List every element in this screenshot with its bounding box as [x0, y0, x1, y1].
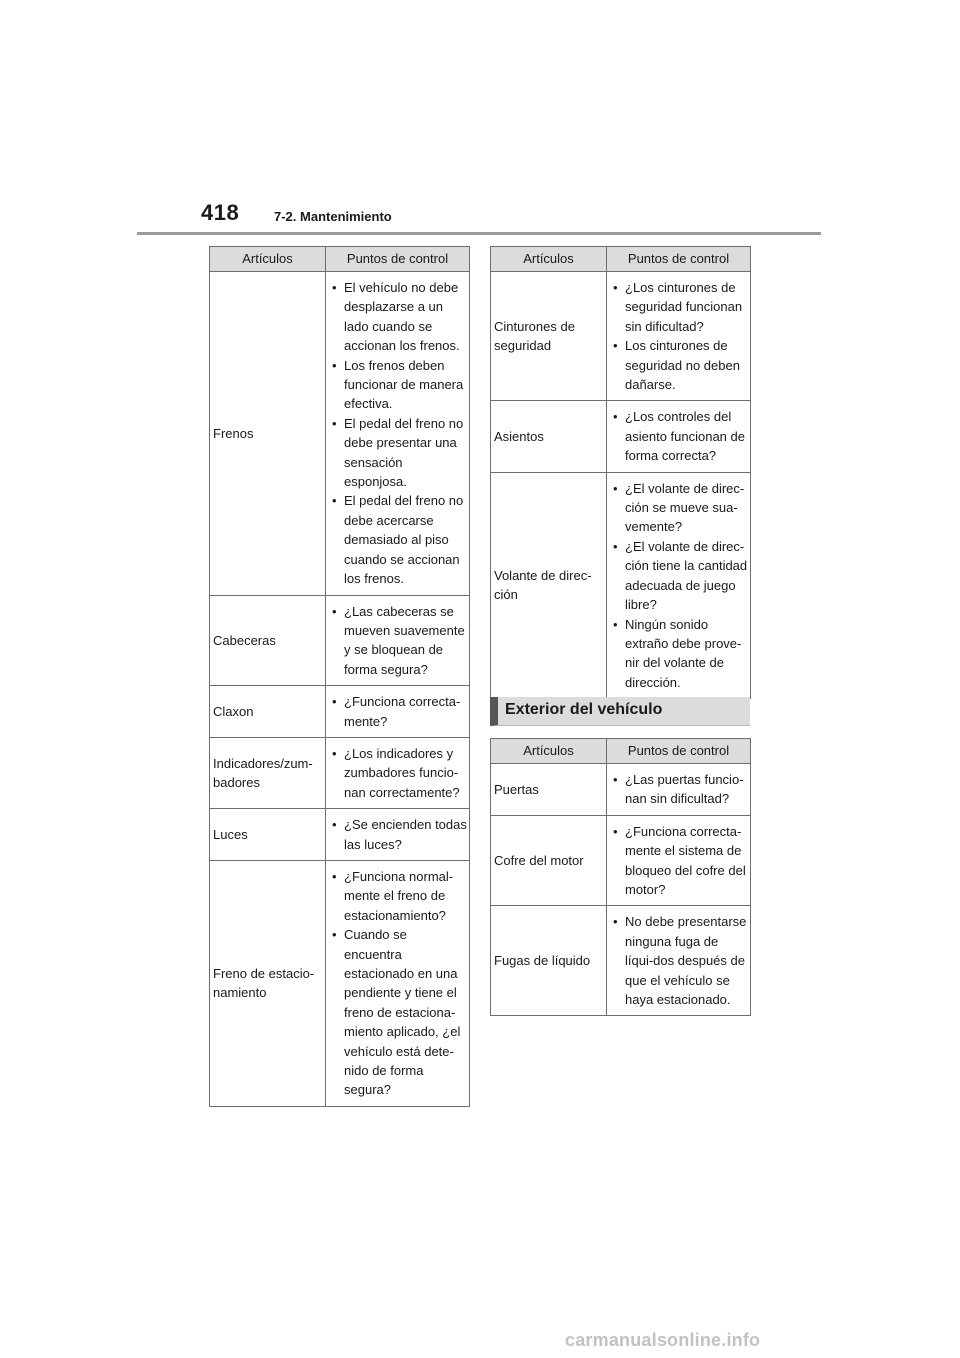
watermark: carmanualsonline.info — [565, 1330, 761, 1350]
checks-cell — [326, 737, 470, 808]
table-row-frenos — [210, 272, 470, 596]
check-item: • Cuando se encuentra estacionado en una pendiente y tiene el freno de estaciona-miento aplicado, ¿el vehículo está dete-nido de forma segura? — [330, 925, 467, 1100]
checks-cell — [607, 272, 751, 401]
checks-list — [611, 278, 748, 394]
page-number: 418 — [201, 200, 240, 225]
check-item: • ¿El volante de direc-ción tiene la cantidad adecuada de juego libre? — [611, 537, 748, 615]
table-row-cabeceras — [210, 595, 470, 686]
checks-cell — [326, 686, 470, 738]
table-row-cofre — [491, 815, 751, 906]
exterior-heading-text: Exterior del vehículo — [505, 701, 663, 718]
checks-cell — [607, 815, 751, 906]
check-item: • El pedal del freno no debe acercarse demasiado al piso cuando se accionan los frenos. — [330, 491, 467, 588]
check-item: • No debe presentarse ninguna fuga de líqui-dos después de que el vehículo se haya estacionado. — [611, 912, 748, 1009]
item-cell: Frenos — [210, 272, 326, 596]
checks-list — [611, 770, 748, 809]
item-cell: Luces — [210, 809, 326, 861]
checks-cell — [607, 401, 751, 472]
item-cell: Fugas de líquido — [491, 906, 607, 1016]
check-item: • ¿El volante de direc-ción se mueve sua-vemente? — [611, 479, 748, 537]
check-item: • Los frenos deben funcionar de manera efectiva. — [330, 356, 467, 414]
exterior-heading — [490, 697, 750, 726]
checks-list — [330, 815, 467, 854]
col-header-checks: Puntos de control — [326, 247, 470, 272]
item-cell: Cabeceras — [210, 595, 326, 686]
checks-list — [330, 744, 467, 802]
col-header-items: Artículos — [491, 739, 607, 764]
check-item: • El vehículo no debe desplazarse a un lado cuando se accionan los frenos. — [330, 278, 467, 356]
table-header-row — [491, 739, 751, 764]
check-item: • ¿Los indicadores y zumbadores funcio-nan correctamente? — [330, 744, 467, 802]
checks-list — [611, 407, 748, 465]
checks-cell — [607, 764, 751, 816]
item-cell: Claxon — [210, 686, 326, 738]
item-cell: Freno de estacio-namiento — [210, 860, 326, 1106]
checks-cell — [326, 860, 470, 1106]
check-item: • ¿Funciona correcta-mente? — [330, 692, 467, 731]
table-row-claxon — [210, 686, 470, 738]
table-row-fugas — [491, 906, 751, 1016]
check-item: • El pedal del freno no debe presentar una sensación esponjosa. — [330, 414, 467, 492]
table-row-freno-estacionamiento — [210, 860, 470, 1106]
check-item: • Ningún sonido extraño debe prove-nir del volante de dirección. — [611, 615, 748, 693]
header-rule — [137, 232, 821, 235]
table-row-luces — [210, 809, 470, 861]
table-row-volante — [491, 472, 751, 698]
table-header-row — [210, 247, 470, 272]
checks-list — [330, 692, 467, 731]
check-item: • ¿Las cabeceras se mueven suavemente y se bloquean de forma segura? — [330, 602, 467, 680]
checks-list — [330, 867, 467, 1100]
check-item: • ¿Funciona normal-mente el freno de estacionamiento? — [330, 867, 467, 925]
col-header-checks: Puntos de control — [607, 247, 751, 272]
check-item: • ¿Los controles del asiento funcionan de forma correcta? — [611, 407, 748, 465]
right-check-table — [490, 246, 751, 699]
item-cell: Indicadores/zum-badores — [210, 737, 326, 808]
checks-cell — [326, 595, 470, 686]
checks-cell — [326, 809, 470, 861]
item-cell: Puertas — [491, 764, 607, 816]
item-cell: Cinturones de seguridad — [491, 272, 607, 401]
check-item: • ¿Los cinturones de seguridad funcionan sin dificultad? — [611, 278, 748, 336]
checks-list — [611, 822, 748, 900]
checks-cell — [607, 906, 751, 1016]
table-row-indicadores — [210, 737, 470, 808]
left-check-table — [209, 246, 470, 1107]
exterior-check-table — [490, 738, 751, 1016]
check-item: • ¿Las puertas funcio-nan sin dificultad? — [611, 770, 748, 809]
item-cell: Asientos — [491, 401, 607, 472]
check-item: • ¿Se encienden todas las luces? — [330, 815, 467, 854]
checks-cell — [607, 472, 751, 698]
checks-list — [611, 479, 748, 692]
item-cell: Volante de direc-ción — [491, 472, 607, 698]
col-header-items: Artículos — [210, 247, 326, 272]
check-item: • Los cinturones de seguridad no deben dañarse. — [611, 336, 748, 394]
col-header-checks: Puntos de control — [607, 739, 751, 764]
table-row-cinturones — [491, 272, 751, 401]
checks-list — [611, 912, 748, 1009]
checks-list — [330, 278, 467, 589]
check-item: • ¿Funciona correcta-mente el sistema de bloqueo del cofre del motor? — [611, 822, 748, 900]
table-row-asientos — [491, 401, 751, 472]
table-row-puertas — [491, 764, 751, 816]
section-title: 7-2. Mantenimiento — [274, 209, 392, 224]
table-header-row — [491, 247, 751, 272]
checks-list — [330, 602, 467, 680]
col-header-items: Artículos — [491, 247, 607, 272]
checks-cell — [326, 272, 470, 596]
item-cell: Cofre del motor — [491, 815, 607, 906]
